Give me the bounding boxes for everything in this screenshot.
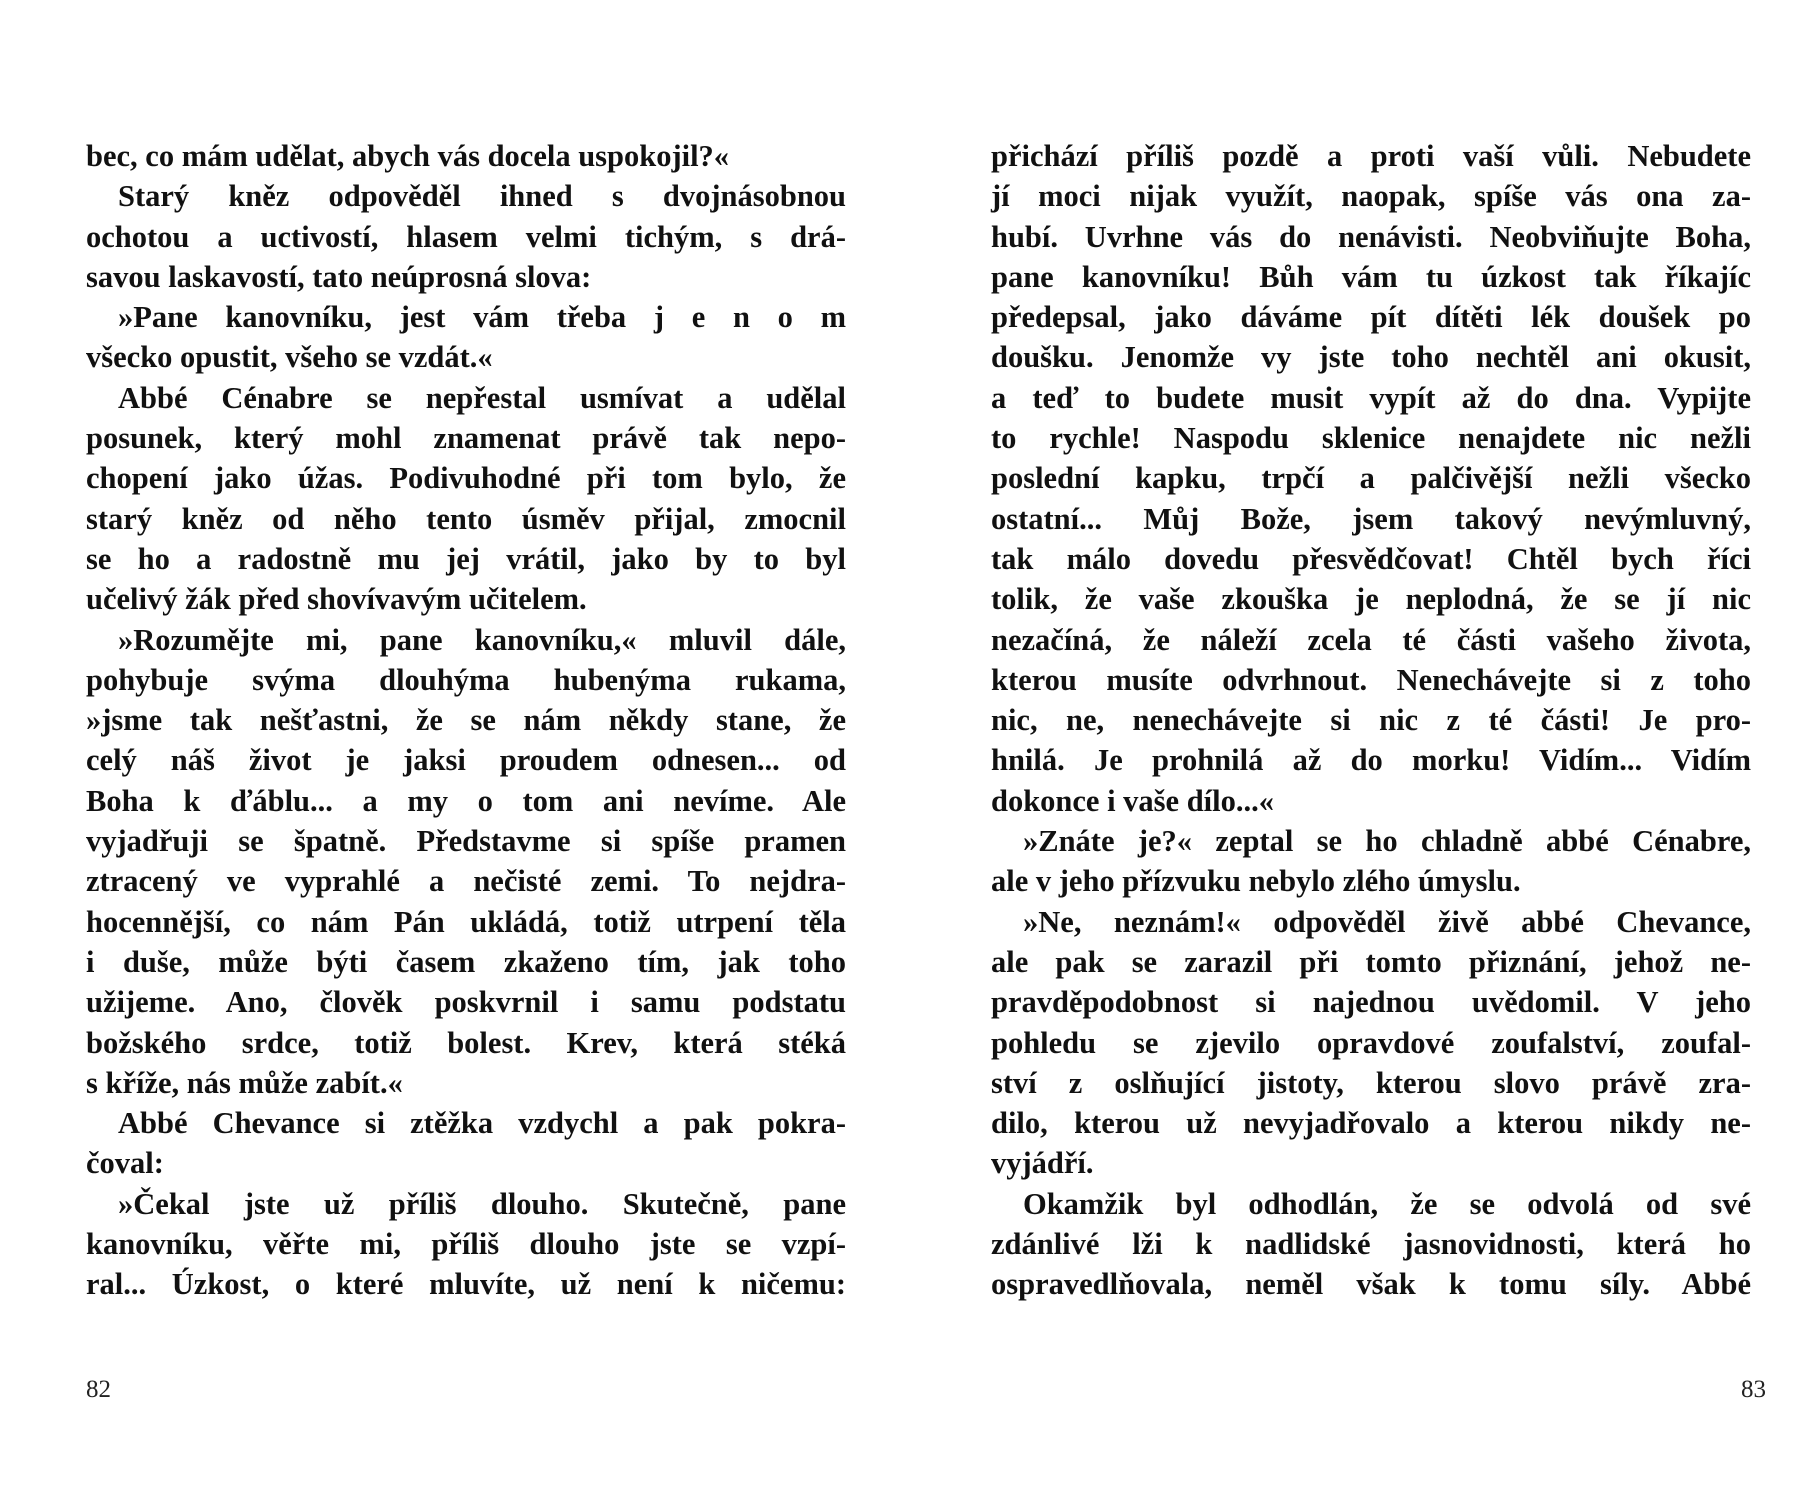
text-line: Okamžik byl odhodlán, že se odvolá od své — [1023, 1186, 1751, 1221]
text-line: savou laskavostí, tato neúprosná slova: — [86, 259, 592, 294]
text-line: »Rozumějte mi, pane kanovníku,« mluvil dále, — [118, 622, 846, 657]
text-line: pohybuje svýma dlouhýma hubenýma rukama, — [86, 662, 846, 697]
text-line: přichází příliš pozdě a proti vaší vůli. Nebudete — [991, 139, 1751, 173]
text-line: to rychle! Naspodu sklenice nenajdete nic nežli — [991, 421, 1751, 456]
text-line: doušku. Jenomže vy jste toho nechtěl ani okusit, — [991, 340, 1751, 375]
text-line: se ho a radostně mu jej vrátil, jako by to byl — [86, 541, 846, 576]
text-line: pane kanovníku! Bůh vám tu úzkost tak říkajíc — [991, 259, 1751, 294]
page-number: 83 — [1741, 1376, 1766, 1403]
text-line: Abbé Chevance si ztěžka vzdychl a pak pokra- — [118, 1106, 846, 1141]
text-line: pohledu se zjevilo opravdové zoufalství, zoufal- — [991, 1025, 1751, 1060]
text-line: ale v jeho přízvuku nebylo zlého úmyslu. — [991, 864, 1521, 899]
text-line: ospravedlňovala, neměl však k tomu síly. Abbé — [991, 1267, 1751, 1302]
text-line: ral... Úzkost, o které mluvíte, už není k ničemu: — [86, 1267, 846, 1302]
text-line: celý náš život je jaksi proudem odnesen... od — [86, 743, 846, 778]
text-line: a teď to budete musit vypít až do dna. Vypijte — [991, 380, 1751, 415]
text-line: předepsal, jako dáváme pít dítěti lék doušek po — [991, 300, 1751, 335]
right-page-text — [991, 136, 1751, 1305]
text-line: chopení jako úžas. Podivuhodné při tom bylo, že — [86, 461, 846, 496]
text-line: starý kněz od něho tento úsměv přijal, zmocnil — [86, 501, 846, 536]
text-line: Abbé Cénabre se nepřestal usmívat a udělal — [118, 380, 846, 415]
page-number: 82 — [86, 1376, 111, 1403]
text-line: pravděpodobnost si najednou uvědomil. V jeho — [991, 985, 1751, 1020]
text-line: užijeme. Ano, člověk poskvrnil i samu podstatu — [86, 985, 846, 1020]
text-line: vyjadřuji se špatně. Představme si spíše pramen — [86, 824, 846, 859]
text-line: tolik, že vaše zkouška je neplodná, že se jí nic — [991, 582, 1751, 617]
text-line: i duše, může býti časem zkaženo tím, jak toho — [86, 944, 846, 979]
text-line: nezačíná, že náleží zcela té části vašeho života, — [991, 622, 1751, 657]
text-line: »Pane kanovníku, jest vám třeba j e n o m — [118, 300, 846, 335]
text-line: bec, co mám udělat, abych vás docela uspokojil?« — [86, 139, 730, 173]
text-line: ostatní... Můj Bože, jsem takový nevýmluvný, — [991, 501, 1751, 536]
text-line: kterou musíte odvrhnout. Nenechávejte si z toho — [991, 662, 1751, 697]
text-line: posunek, který mohl znamenat právě tak nepo- — [86, 421, 846, 456]
text-line: »Znáte je?« zeptal se ho chladně abbé Cénabre, — [1023, 824, 1751, 859]
text-line: »Čekal jste už příliš dlouho. Skutečně, pane — [118, 1186, 846, 1221]
text-line: dokonce i vaše dílo...« — [991, 783, 1275, 818]
text-line: kanovníku, věřte mi, příliš dlouho jste se vzpí- — [86, 1227, 846, 1262]
text-line: božského srdce, totiž bolest. Krev, která stéká — [86, 1025, 846, 1060]
text-line: tak málo dovedu přesvědčovat! Chtěl bych říci — [991, 541, 1751, 576]
text-line: ství z oslňující jistoty, kterou slovo právě zra- — [991, 1065, 1751, 1100]
text-line: Starý kněz odpověděl ihned s dvojnásobnou — [118, 179, 846, 214]
text-line: Boha k ďáblu... a my o tom ani nevíme. Ale — [86, 783, 846, 818]
text-line: hubí. Uvrhne vás do nenávisti. Neobviňujte Boha, — [991, 219, 1751, 254]
text-line: jí moci nijak využít, naopak, spíše vás ona za- — [991, 179, 1751, 214]
text-line: poslední kapku, trpčí a palčivější nežli všecko — [991, 461, 1751, 496]
text-line: čoval: — [86, 1146, 164, 1181]
text-line: všecko opustit, všeho se vzdát.« — [86, 340, 493, 375]
text-line: s kříže, nás může zabít.« — [86, 1065, 403, 1100]
text-line: »Ne, neznám!« odpověděl živě abbé Chevance, — [1023, 904, 1751, 939]
text-line: učelivý žák před shovívavým učitelem. — [86, 582, 587, 617]
text-line: dilo, kterou už nevyjadřovalo a kterou nikdy ne- — [991, 1106, 1751, 1141]
text-line: ochotou a uctivostí, hlasem velmi tichým, s drá- — [86, 219, 846, 254]
text-line: zdánlivé lži k nadlidské jasnovidnosti, která ho — [991, 1227, 1751, 1262]
text-line: »jsme tak nešťastni, že se nám někdy stane, že — [86, 703, 846, 738]
text-line: ale pak se zarazil při tomto přiznání, jehož ne- — [991, 944, 1751, 979]
left-page-text — [86, 136, 846, 1305]
text-line: vyjádří. — [991, 1146, 1094, 1181]
text-line: ztracený ve vyprahlé a nečisté zemi. To nejdra- — [86, 864, 846, 899]
text-line: hnilá. Je prohnilá až do morku! Vidím... Vidím — [991, 743, 1751, 778]
text-line: hocennější, co nám Pán ukládá, totiž utrpení těla — [86, 904, 846, 939]
right-page — [906, 0, 1812, 1500]
text-line: nic, ne, nenechávejte si nic z té části! Je pro- — [991, 703, 1751, 738]
